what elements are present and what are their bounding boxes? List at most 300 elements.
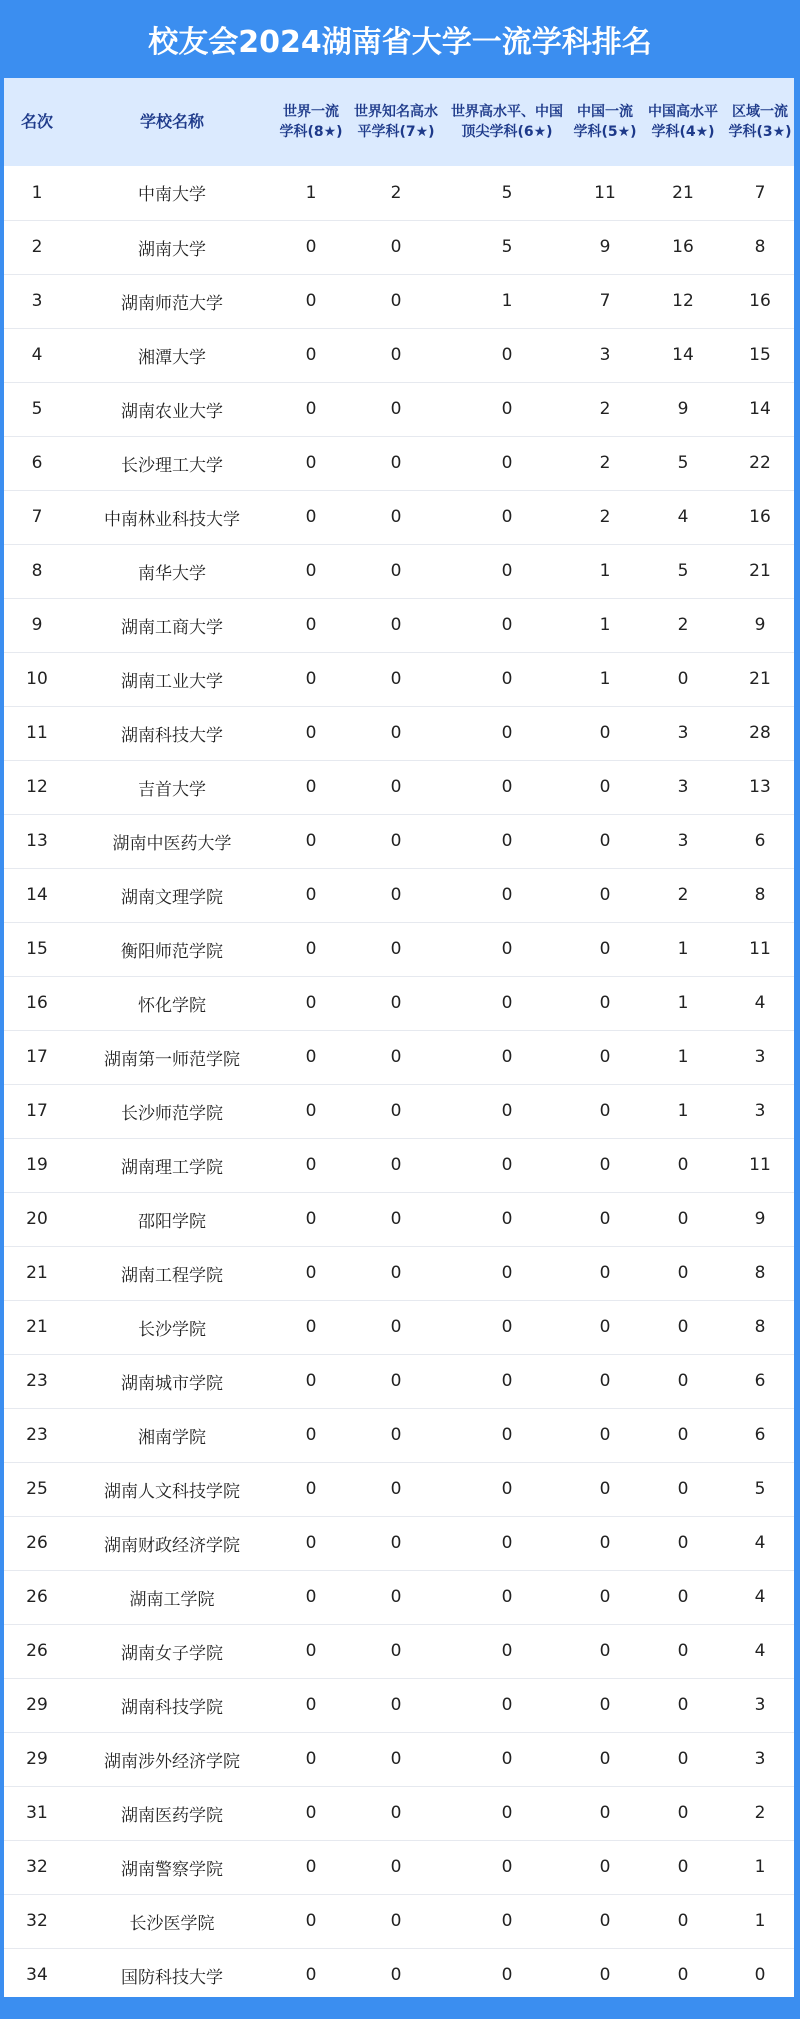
world-high-level-cell: 0 <box>444 328 570 382</box>
world-first-class-cell: 0 <box>274 1624 348 1678</box>
regional-first-class-cell: 3 <box>726 1084 794 1138</box>
rank-cell: 9 <box>4 598 70 652</box>
china-high-level-cell: 1 <box>640 922 726 976</box>
school-name-cell: 湖南大学 <box>70 220 274 274</box>
world-first-class-cell: 0 <box>274 328 348 382</box>
world-high-level-cell: 0 <box>444 706 570 760</box>
world-renowned-cell: 0 <box>348 1678 444 1732</box>
world-high-level-cell: 0 <box>444 1516 570 1570</box>
rank-cell: 34 <box>4 1948 70 1997</box>
school-name-cell: 湖南中医药大学 <box>70 814 274 868</box>
table-body <box>4 166 794 1997</box>
header-china-first-class <box>570 78 640 166</box>
school-name-cell: 中南大学 <box>70 166 274 220</box>
china-high-level-cell: 9 <box>640 382 726 436</box>
world-high-level-cell: 0 <box>444 760 570 814</box>
school-name-cell: 长沙理工大学 <box>70 436 274 490</box>
school-name-cell: 国防科技大学 <box>70 1948 274 1997</box>
table-row <box>4 382 794 436</box>
china-high-level-cell: 0 <box>640 1354 726 1408</box>
world-renowned-cell: 0 <box>348 1354 444 1408</box>
world-renowned-cell: 0 <box>348 922 444 976</box>
table-row <box>4 436 794 490</box>
school-name-cell: 湖南涉外经济学院 <box>70 1732 274 1786</box>
china-first-class-cell: 0 <box>570 1300 640 1354</box>
rank-cell: 2 <box>4 220 70 274</box>
school-name-cell: 湖南财政经济学院 <box>70 1516 274 1570</box>
rank-cell: 1 <box>4 166 70 220</box>
china-high-level-cell: 0 <box>640 1840 726 1894</box>
china-first-class-cell: 0 <box>570 1192 640 1246</box>
rank-cell: 10 <box>4 652 70 706</box>
header-text: 世界一流 <box>283 104 339 120</box>
rank-cell: 17 <box>4 1084 70 1138</box>
header-china-high-level <box>640 78 726 166</box>
world-first-class-cell: 0 <box>274 1678 348 1732</box>
rank-cell: 32 <box>4 1894 70 1948</box>
world-first-class-cell: 0 <box>274 1516 348 1570</box>
world-first-class-cell: 0 <box>274 598 348 652</box>
world-first-class-cell: 0 <box>274 544 348 598</box>
world-first-class-cell: 0 <box>274 1570 348 1624</box>
world-first-class-cell: 0 <box>274 868 348 922</box>
china-high-level-cell: 0 <box>640 1894 726 1948</box>
table-header-row <box>4 78 794 166</box>
regional-first-class-cell: 28 <box>726 706 794 760</box>
china-first-class-cell: 3 <box>570 328 640 382</box>
school-name-cell: 中南林业科技大学 <box>70 490 274 544</box>
china-high-level-cell: 3 <box>640 814 726 868</box>
world-high-level-cell: 5 <box>444 220 570 274</box>
rank-cell: 21 <box>4 1246 70 1300</box>
world-renowned-cell: 0 <box>348 1786 444 1840</box>
world-renowned-cell: 2 <box>348 166 444 220</box>
table-row <box>4 166 794 220</box>
world-high-level-cell: 0 <box>444 1192 570 1246</box>
china-first-class-cell: 0 <box>570 760 640 814</box>
ranking-table <box>4 78 794 1997</box>
world-high-level-cell: 0 <box>444 1948 570 1997</box>
rank-cell: 6 <box>4 436 70 490</box>
school-name-cell: 湖南师范大学 <box>70 274 274 328</box>
rank-cell: 29 <box>4 1732 70 1786</box>
rank-cell: 19 <box>4 1138 70 1192</box>
regional-first-class-cell: 6 <box>726 1408 794 1462</box>
ranking-card <box>4 78 794 1997</box>
regional-first-class-cell: 8 <box>726 220 794 274</box>
rank-cell: 29 <box>4 1678 70 1732</box>
school-name-cell: 南华大学 <box>70 544 274 598</box>
china-high-level-cell: 4 <box>640 490 726 544</box>
world-renowned-cell: 0 <box>348 598 444 652</box>
school-name-cell: 湖南工程学院 <box>70 1246 274 1300</box>
world-first-class-cell: 0 <box>274 706 348 760</box>
world-renowned-cell: 0 <box>348 1840 444 1894</box>
world-high-level-cell: 0 <box>444 814 570 868</box>
regional-first-class-cell: 11 <box>726 1138 794 1192</box>
school-name-cell: 湖南女子学院 <box>70 1624 274 1678</box>
regional-first-class-cell: 14 <box>726 382 794 436</box>
school-name-cell: 湖南文理学院 <box>70 868 274 922</box>
header-text: 顶尖学科(6★) <box>461 124 553 140</box>
rank-cell: 31 <box>4 1786 70 1840</box>
table-row <box>4 1840 794 1894</box>
school-name-cell: 湖南警察学院 <box>70 1840 274 1894</box>
table-row <box>4 1732 794 1786</box>
world-renowned-cell: 0 <box>348 1948 444 1997</box>
world-first-class-cell: 0 <box>274 760 348 814</box>
header-text: 学科(8★) <box>279 124 343 140</box>
world-high-level-cell: 0 <box>444 1138 570 1192</box>
header-text: 中国一流 <box>577 104 633 120</box>
rank-cell: 15 <box>4 922 70 976</box>
china-first-class-cell: 0 <box>570 1840 640 1894</box>
china-first-class-cell: 0 <box>570 706 640 760</box>
rank-cell: 26 <box>4 1570 70 1624</box>
rank-cell: 23 <box>4 1408 70 1462</box>
world-renowned-cell: 0 <box>348 220 444 274</box>
world-renowned-cell: 0 <box>348 1624 444 1678</box>
regional-first-class-cell: 4 <box>726 1516 794 1570</box>
table-row <box>4 976 794 1030</box>
rank-cell: 23 <box>4 1354 70 1408</box>
china-first-class-cell: 1 <box>570 544 640 598</box>
school-name-cell: 湖南科技大学 <box>70 706 274 760</box>
world-renowned-cell: 0 <box>348 1732 444 1786</box>
china-first-class-cell: 0 <box>570 1354 640 1408</box>
table-row <box>4 922 794 976</box>
rank-cell: 7 <box>4 490 70 544</box>
header-world-high-level <box>444 78 570 166</box>
rank-cell: 8 <box>4 544 70 598</box>
china-high-level-cell: 16 <box>640 220 726 274</box>
school-name-cell: 湘潭大学 <box>70 328 274 382</box>
world-first-class-cell: 0 <box>274 1786 348 1840</box>
footer-strip <box>0 1997 800 2019</box>
regional-first-class-cell: 3 <box>726 1732 794 1786</box>
regional-first-class-cell: 4 <box>726 1570 794 1624</box>
world-first-class-cell: 0 <box>274 220 348 274</box>
regional-first-class-cell: 8 <box>726 1300 794 1354</box>
rank-cell: 26 <box>4 1516 70 1570</box>
world-first-class-cell: 0 <box>274 1246 348 1300</box>
world-high-level-cell: 0 <box>444 1030 570 1084</box>
world-renowned-cell: 0 <box>348 976 444 1030</box>
world-high-level-cell: 0 <box>444 382 570 436</box>
world-first-class-cell: 0 <box>274 1840 348 1894</box>
regional-first-class-cell: 21 <box>726 544 794 598</box>
china-high-level-cell: 5 <box>640 544 726 598</box>
world-high-level-cell: 0 <box>444 976 570 1030</box>
china-high-level-cell: 21 <box>640 166 726 220</box>
world-renowned-cell: 0 <box>348 1246 444 1300</box>
world-renowned-cell: 0 <box>348 652 444 706</box>
table-row <box>4 1192 794 1246</box>
world-high-level-cell: 0 <box>444 922 570 976</box>
regional-first-class-cell: 16 <box>726 274 794 328</box>
table-row <box>4 328 794 382</box>
china-first-class-cell: 0 <box>570 1894 640 1948</box>
china-high-level-cell: 3 <box>640 760 726 814</box>
world-first-class-cell: 0 <box>274 976 348 1030</box>
world-high-level-cell: 0 <box>444 1354 570 1408</box>
world-first-class-cell: 0 <box>274 1192 348 1246</box>
china-high-level-cell: 0 <box>640 1732 726 1786</box>
world-high-level-cell: 1 <box>444 274 570 328</box>
school-name-cell: 湖南第一师范学院 <box>70 1030 274 1084</box>
header-regional-first-class <box>726 78 794 166</box>
china-high-level-cell: 0 <box>640 652 726 706</box>
world-renowned-cell: 0 <box>348 1894 444 1948</box>
regional-first-class-cell: 4 <box>726 976 794 1030</box>
school-name-cell: 湖南理工学院 <box>70 1138 274 1192</box>
china-high-level-cell: 0 <box>640 1300 726 1354</box>
world-high-level-cell: 5 <box>444 166 570 220</box>
china-first-class-cell: 0 <box>570 1624 640 1678</box>
school-name-cell: 湖南工业大学 <box>70 652 274 706</box>
china-first-class-cell: 2 <box>570 436 640 490</box>
china-first-class-cell: 0 <box>570 1408 640 1462</box>
world-first-class-cell: 1 <box>274 166 348 220</box>
world-renowned-cell: 0 <box>348 760 444 814</box>
china-high-level-cell: 1 <box>640 1084 726 1138</box>
table-row <box>4 544 794 598</box>
china-high-level-cell: 0 <box>640 1408 726 1462</box>
table-row <box>4 1462 794 1516</box>
regional-first-class-cell: 8 <box>726 868 794 922</box>
table-row <box>4 814 794 868</box>
school-name-cell: 湖南工学院 <box>70 1570 274 1624</box>
header-world-renowned <box>348 78 444 166</box>
world-renowned-cell: 0 <box>348 1516 444 1570</box>
table-row <box>4 1678 794 1732</box>
china-high-level-cell: 0 <box>640 1192 726 1246</box>
regional-first-class-cell: 8 <box>726 1246 794 1300</box>
regional-first-class-cell: 16 <box>726 490 794 544</box>
world-first-class-cell: 0 <box>274 1948 348 1997</box>
china-first-class-cell: 0 <box>570 1732 640 1786</box>
china-high-level-cell: 0 <box>640 1678 726 1732</box>
world-high-level-cell: 0 <box>444 652 570 706</box>
table-row <box>4 1624 794 1678</box>
world-first-class-cell: 0 <box>274 1030 348 1084</box>
china-first-class-cell: 2 <box>570 382 640 436</box>
rank-cell: 25 <box>4 1462 70 1516</box>
table-row <box>4 1570 794 1624</box>
world-renowned-cell: 0 <box>348 1030 444 1084</box>
regional-first-class-cell: 11 <box>726 922 794 976</box>
school-name-cell: 长沙医学院 <box>70 1894 274 1948</box>
table-row <box>4 652 794 706</box>
world-renowned-cell: 0 <box>348 1192 444 1246</box>
table-row <box>4 1138 794 1192</box>
china-first-class-cell: 0 <box>570 922 640 976</box>
header-text: 区域一流 <box>732 104 788 120</box>
school-name-cell: 长沙师范学院 <box>70 1084 274 1138</box>
regional-first-class-cell: 5 <box>726 1462 794 1516</box>
china-first-class-cell: 0 <box>570 1678 640 1732</box>
world-high-level-cell: 0 <box>444 544 570 598</box>
table-row <box>4 1408 794 1462</box>
world-high-level-cell: 0 <box>444 868 570 922</box>
world-renowned-cell: 0 <box>348 814 444 868</box>
regional-first-class-cell: 6 <box>726 1354 794 1408</box>
china-first-class-cell: 0 <box>570 1570 640 1624</box>
regional-first-class-cell: 0 <box>726 1948 794 1997</box>
world-first-class-cell: 0 <box>274 436 348 490</box>
world-first-class-cell: 0 <box>274 1408 348 1462</box>
table-row <box>4 1246 794 1300</box>
table-row <box>4 1030 794 1084</box>
china-first-class-cell: 0 <box>570 1030 640 1084</box>
china-first-class-cell: 0 <box>570 976 640 1030</box>
regional-first-class-cell: 1 <box>726 1840 794 1894</box>
table-row <box>4 1786 794 1840</box>
rank-cell: 26 <box>4 1624 70 1678</box>
world-high-level-cell: 0 <box>444 598 570 652</box>
world-first-class-cell: 0 <box>274 274 348 328</box>
table-row <box>4 490 794 544</box>
table-row <box>4 760 794 814</box>
regional-first-class-cell: 9 <box>726 1192 794 1246</box>
header-world-first-class <box>274 78 348 166</box>
china-high-level-cell: 0 <box>640 1786 726 1840</box>
china-first-class-cell: 1 <box>570 652 640 706</box>
table-row <box>4 1516 794 1570</box>
regional-first-class-cell: 22 <box>726 436 794 490</box>
school-name-cell: 怀化学院 <box>70 976 274 1030</box>
header-rank: 名次 <box>20 112 53 131</box>
regional-first-class-cell: 3 <box>726 1678 794 1732</box>
world-high-level-cell: 0 <box>444 1300 570 1354</box>
china-high-level-cell: 12 <box>640 274 726 328</box>
world-first-class-cell: 0 <box>274 1894 348 1948</box>
world-renowned-cell: 0 <box>348 1138 444 1192</box>
header-text: 学科(3★) <box>728 124 792 140</box>
school-name-cell: 湖南医药学院 <box>70 1786 274 1840</box>
china-first-class-cell: 0 <box>570 814 640 868</box>
header-text: 平学科(7★) <box>357 124 435 140</box>
school-name-cell: 衡阳师范学院 <box>70 922 274 976</box>
china-first-class-cell: 11 <box>570 166 640 220</box>
world-high-level-cell: 0 <box>444 1408 570 1462</box>
world-high-level-cell: 0 <box>444 1570 570 1624</box>
world-renowned-cell: 0 <box>348 328 444 382</box>
table-row <box>4 1300 794 1354</box>
china-high-level-cell: 14 <box>640 328 726 382</box>
china-high-level-cell: 0 <box>640 1570 726 1624</box>
world-renowned-cell: 0 <box>348 1300 444 1354</box>
world-renowned-cell: 0 <box>348 274 444 328</box>
china-first-class-cell: 0 <box>570 1516 640 1570</box>
china-high-level-cell: 0 <box>640 1948 726 1997</box>
header-text: 世界高水平、中国 <box>451 104 563 120</box>
china-first-class-cell: 0 <box>570 1948 640 1997</box>
china-first-class-cell: 0 <box>570 1462 640 1516</box>
china-first-class-cell: 2 <box>570 490 640 544</box>
world-first-class-cell: 0 <box>274 1138 348 1192</box>
school-name-cell: 湖南科技学院 <box>70 1678 274 1732</box>
rank-cell: 14 <box>4 868 70 922</box>
header-school: 学校名称 <box>139 112 204 131</box>
regional-first-class-cell: 21 <box>726 652 794 706</box>
world-renowned-cell: 0 <box>348 1570 444 1624</box>
world-first-class-cell: 0 <box>274 1732 348 1786</box>
school-name-cell: 湖南人文科技学院 <box>70 1462 274 1516</box>
regional-first-class-cell: 7 <box>726 166 794 220</box>
world-first-class-cell: 0 <box>274 490 348 544</box>
china-high-level-cell: 0 <box>640 1624 726 1678</box>
school-name-cell: 湖南农业大学 <box>70 382 274 436</box>
header-banner <box>0 0 800 78</box>
table-row <box>4 1894 794 1948</box>
china-first-class-cell: 0 <box>570 1138 640 1192</box>
page-title: 校友会2024湖南省大学一流学科排名 <box>148 25 652 60</box>
header-text: 世界知名高水 <box>354 104 438 120</box>
rank-cell: 13 <box>4 814 70 868</box>
china-high-level-cell: 3 <box>640 706 726 760</box>
china-high-level-cell: 1 <box>640 976 726 1030</box>
world-high-level-cell: 0 <box>444 1840 570 1894</box>
rank-cell: 11 <box>4 706 70 760</box>
china-first-class-cell: 0 <box>570 868 640 922</box>
china-first-class-cell: 1 <box>570 598 640 652</box>
rank-cell: 3 <box>4 274 70 328</box>
regional-first-class-cell: 9 <box>726 598 794 652</box>
table-row <box>4 274 794 328</box>
world-high-level-cell: 0 <box>444 1894 570 1948</box>
rank-cell: 20 <box>4 1192 70 1246</box>
regional-first-class-cell: 4 <box>726 1624 794 1678</box>
world-first-class-cell: 0 <box>274 814 348 868</box>
world-high-level-cell: 0 <box>444 1678 570 1732</box>
world-renowned-cell: 0 <box>348 1462 444 1516</box>
world-renowned-cell: 0 <box>348 490 444 544</box>
world-renowned-cell: 0 <box>348 868 444 922</box>
china-high-level-cell: 0 <box>640 1516 726 1570</box>
world-renowned-cell: 0 <box>348 706 444 760</box>
world-high-level-cell: 0 <box>444 1624 570 1678</box>
world-high-level-cell: 0 <box>444 1246 570 1300</box>
regional-first-class-cell: 15 <box>726 328 794 382</box>
table-row <box>4 1084 794 1138</box>
table-row <box>4 1948 794 1997</box>
rank-cell: 17 <box>4 1030 70 1084</box>
world-first-class-cell: 0 <box>274 1462 348 1516</box>
school-name-cell: 湖南工商大学 <box>70 598 274 652</box>
china-high-level-cell: 2 <box>640 598 726 652</box>
china-first-class-cell: 9 <box>570 220 640 274</box>
regional-first-class-cell: 2 <box>726 1786 794 1840</box>
regional-first-class-cell: 3 <box>726 1030 794 1084</box>
world-high-level-cell: 0 <box>444 1462 570 1516</box>
school-name-cell: 湖南城市学院 <box>70 1354 274 1408</box>
world-high-level-cell: 0 <box>444 1732 570 1786</box>
regional-first-class-cell: 13 <box>726 760 794 814</box>
china-high-level-cell: 0 <box>640 1246 726 1300</box>
china-high-level-cell: 2 <box>640 868 726 922</box>
table-row <box>4 868 794 922</box>
rank-cell: 4 <box>4 328 70 382</box>
china-high-level-cell: 0 <box>640 1138 726 1192</box>
china-high-level-cell: 1 <box>640 1030 726 1084</box>
world-renowned-cell: 0 <box>348 382 444 436</box>
regional-first-class-cell: 1 <box>726 1894 794 1948</box>
table-row <box>4 220 794 274</box>
world-first-class-cell: 0 <box>274 382 348 436</box>
world-renowned-cell: 0 <box>348 544 444 598</box>
school-name-cell: 长沙学院 <box>70 1300 274 1354</box>
